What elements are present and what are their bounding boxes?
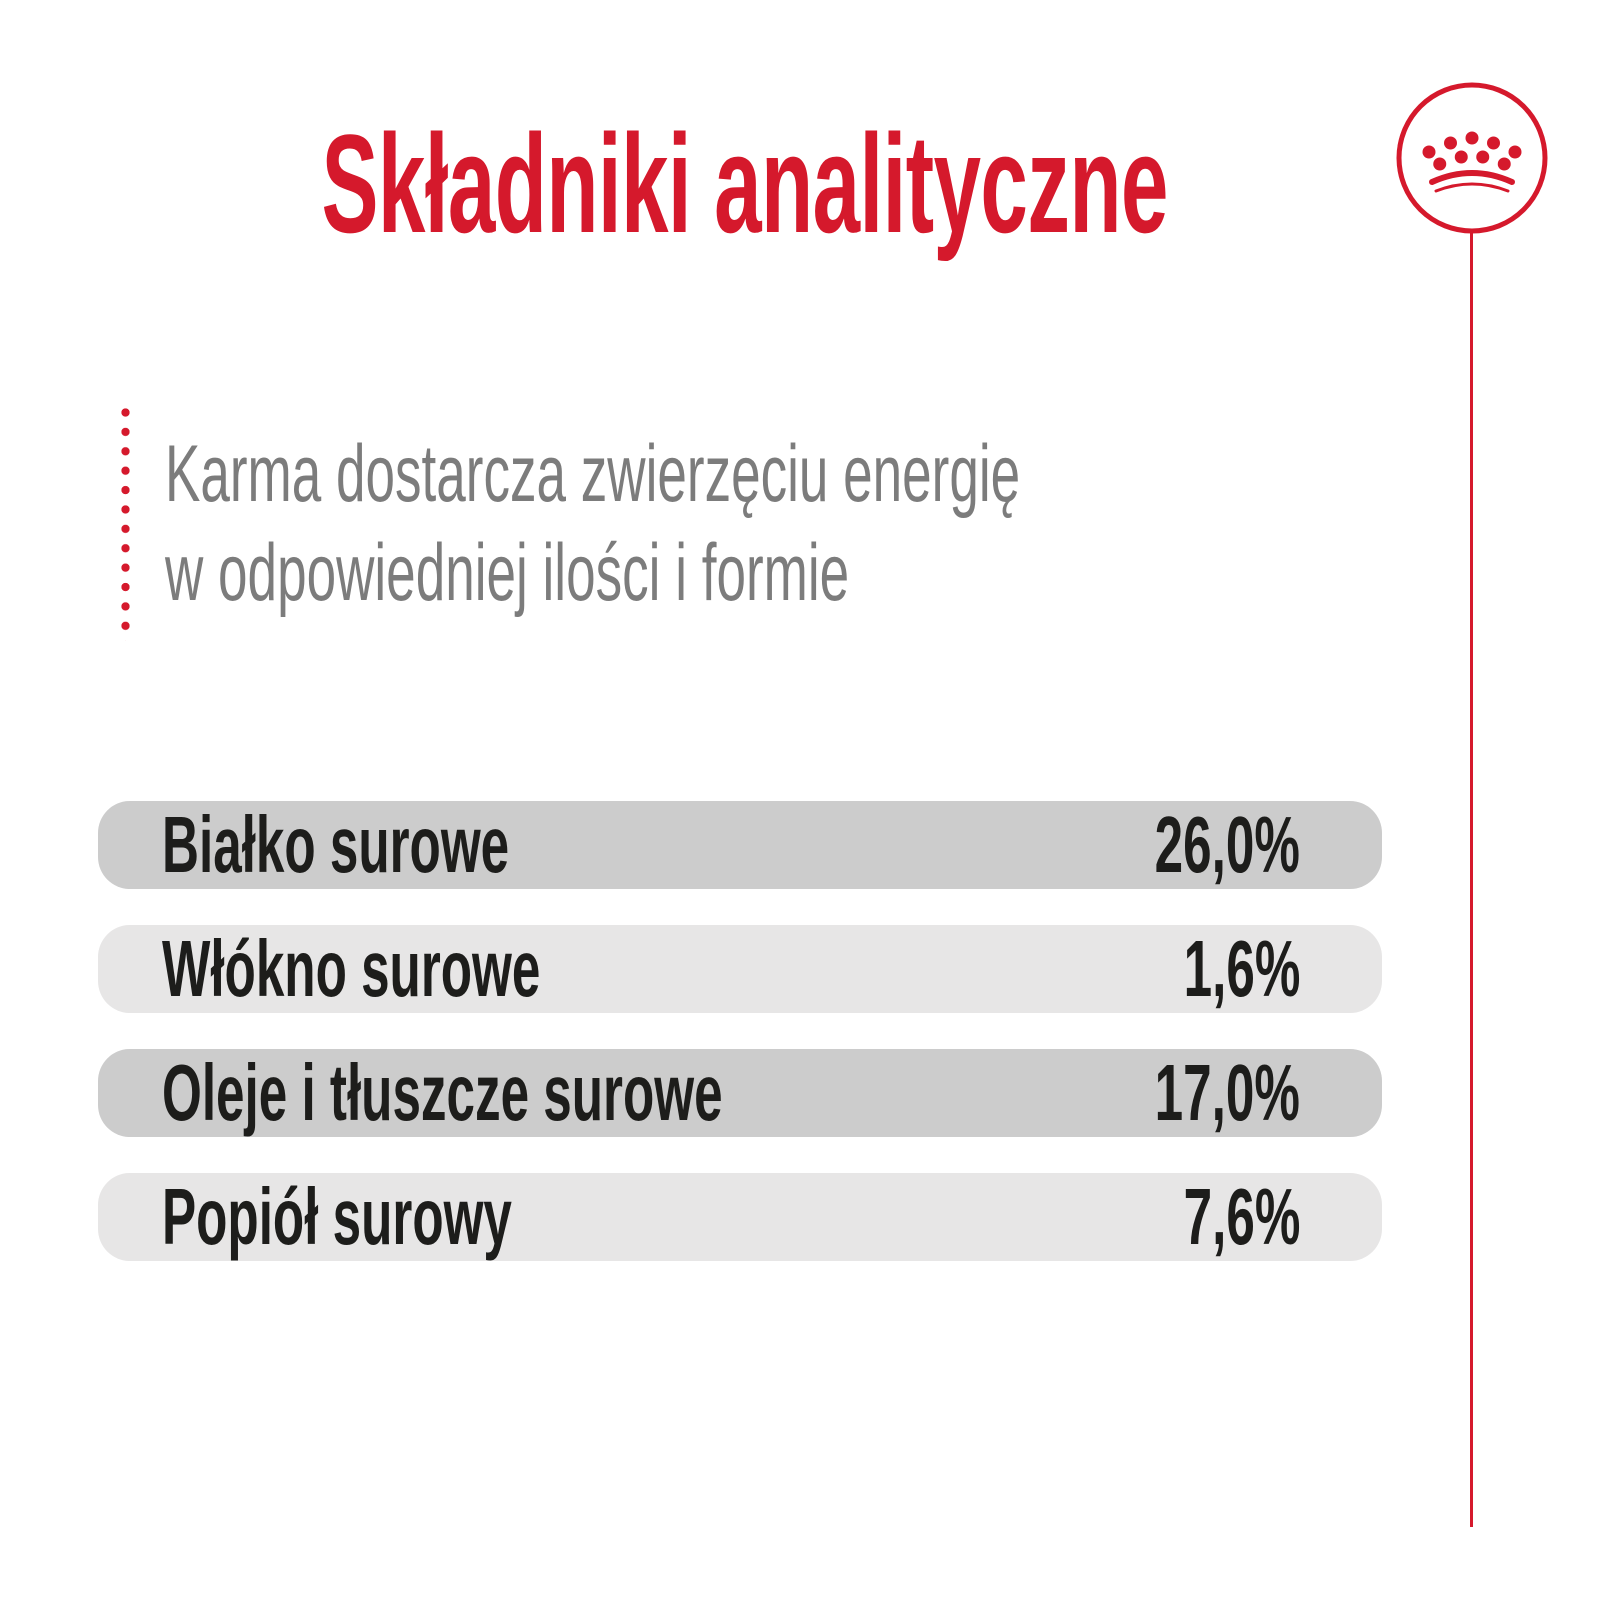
row-value: 26,0% xyxy=(1154,800,1300,889)
row-label: Oleje i tłuszcze surowe xyxy=(162,1048,723,1137)
table-row xyxy=(98,1173,1382,1261)
dotted-accent-line xyxy=(121,408,130,641)
row-value: 7,6% xyxy=(1183,1172,1300,1261)
page-title-text: Składniki analityczne xyxy=(321,105,1169,262)
table-row xyxy=(98,925,1382,1013)
table-row xyxy=(98,801,1382,889)
royal-canin-crown-icon xyxy=(1392,78,1552,238)
row-label: Włókno surowe xyxy=(162,924,541,1013)
analytical-constituents-table xyxy=(98,801,1382,1297)
row-label: Popiół surowy xyxy=(162,1172,512,1261)
page-title xyxy=(0,105,1490,262)
row-value: 17,0% xyxy=(1154,1048,1300,1137)
description-line: Karma dostarcza zwierzęciu energię xyxy=(165,429,1021,519)
description xyxy=(165,425,1471,623)
description-line: w odpowiedniej ilości i formie xyxy=(165,528,850,618)
table-row xyxy=(98,1049,1382,1137)
row-label: Białko surowe xyxy=(162,800,510,889)
row-value: 1,6% xyxy=(1183,924,1300,1013)
